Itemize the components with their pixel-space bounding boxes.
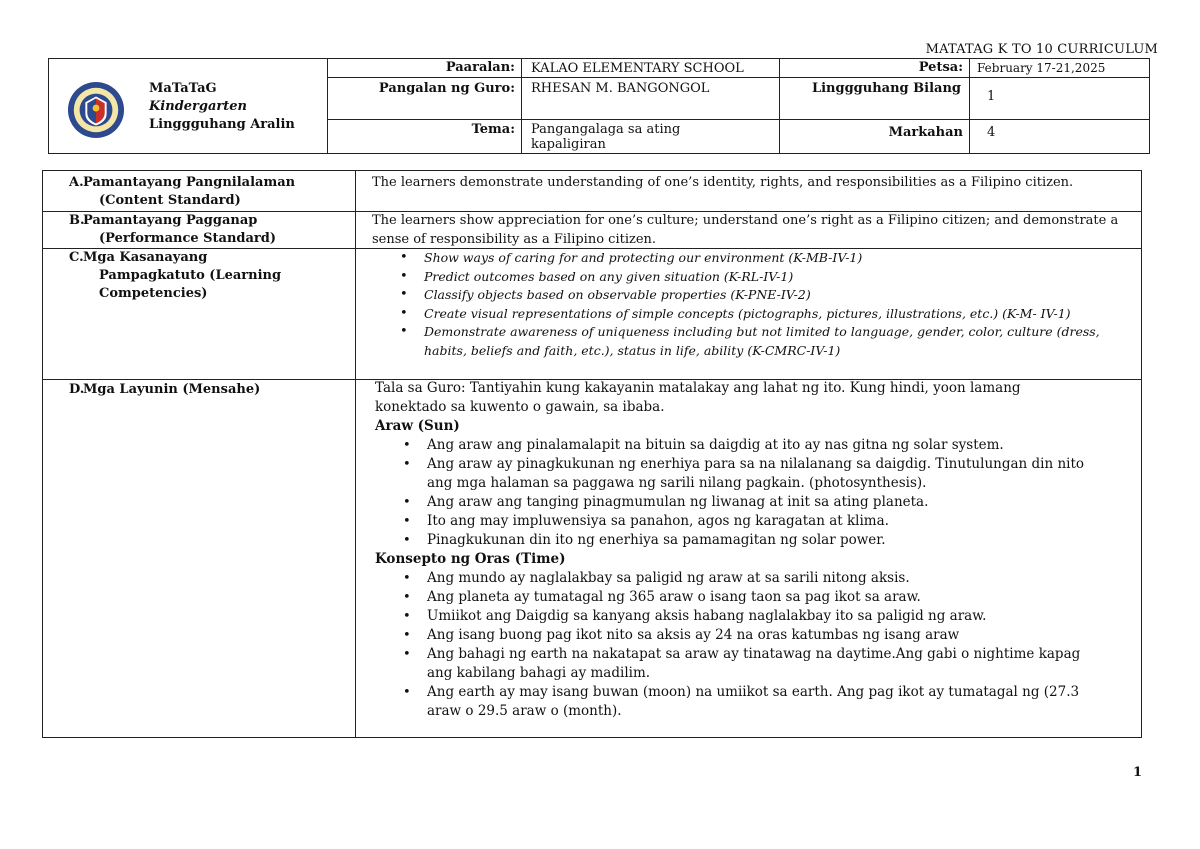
- paaralan-value: KALAO ELEMENTARY SCHOOL: [531, 61, 744, 76]
- guro-value: RHESAN M. BANGONGOL: [531, 81, 710, 96]
- sun-list: [375, 436, 1095, 550]
- bilang-label: Linggguhang Bilang: [811, 81, 961, 96]
- list-item: • Umiikot ang Daigdig sa kanyang aksis habang naglalakbay ito sa paligid ng araw.: [375, 607, 1095, 626]
- guro-label: Pangalan ng Guro:: [378, 81, 515, 96]
- row-a-title: Pamantayang Pangnilalaman: [83, 175, 296, 190]
- row-a-letter: A.: [69, 175, 84, 190]
- list-item: • Ang planeta ay tumatagal ng 365 araw o isang taon sa pag ikot sa araw.: [375, 588, 1095, 607]
- time-list: [375, 569, 1095, 721]
- row-d-content: [375, 379, 1095, 721]
- list-item: • Predict outcomes based on any given situation (K-RL-IV-1): [372, 268, 1132, 287]
- list-item: • Classify objects based on observable properties (K-PNE-IV-2): [372, 286, 1132, 305]
- row-d-title: Mga Layunin (Mensahe): [83, 382, 261, 397]
- list-item: • Ito ang may impluwensiya sa panahon, agos ng karagatan at klima.: [375, 512, 1095, 531]
- tema-value: Pangangalaga sa ating kapaligiran: [531, 122, 681, 152]
- list-item: • Ang araw ay pinagkukunan ng enerhiya para sa na nilalanang sa daigdig. Tinutulungan din nito ang mga halaman sa paggawa ng sarili nilang pagkain. (photosynthesis).: [375, 455, 1095, 493]
- list-item: • Ang mundo ay naglalakbay sa paligid ng araw at sa sarili nitong aksis.: [375, 569, 1095, 588]
- petsa-value: February 17-21,2025: [977, 61, 1106, 75]
- row-b-title: Pamantayang Pagganap: [83, 213, 258, 228]
- list-item: • Pinagkukunan din ito ng enerhiya sa pamamagitan ng solar power.: [375, 531, 1095, 550]
- row-b-content: The learners show appreciation for one’s culture; understand one’s right as a Filipino citizen; and demonstrate a sense of responsibility as a Filipino citizen.: [372, 213, 1119, 247]
- list-item: • Ang bahagi ng earth na nakatapat sa araw ay tinatawag na daytime.Ang gabi o nightime kapag ang kabilang bahagi ay madilim.: [375, 645, 1095, 683]
- petsa-label: Petsa:: [918, 60, 963, 75]
- row-b-label: [69, 212, 277, 248]
- list-item: • Ang isang buong pag ikot nito sa aksis ay 24 na oras katumbas ng isang araw: [375, 626, 1095, 645]
- row-d-label: [69, 381, 261, 399]
- competencies-list: [372, 249, 1132, 360]
- teacher-note: Tala sa Guro: Tantiyahin kung kakayanin matalakay ang lahat ng ito. Kung hindi, yoon lamang konektado sa kuwento o gawain, sa ibaba.: [375, 380, 1021, 415]
- row-c-content: [372, 249, 1132, 360]
- row-c-letter: C.: [69, 250, 84, 265]
- list-item: • Ang earth ay may isang buwan (moon) na umiikot sa earth. Ang pag ikot ay tumatagal ng (27.3 araw o 29.5 araw o (month).: [375, 683, 1095, 721]
- list-item: • Create visual representations of simple concepts (pictographs, pictures, illustrations, etc.) (K-M- IV-1): [372, 305, 1132, 324]
- row-c-subtitle: Pampagkatuto (Learning: [99, 268, 282, 283]
- deped-seal-icon: [67, 81, 125, 139]
- list-item: • Demonstrate awareness of uniqueness including but not limited to language, gender, color, culture (dress, habits, beliefs and faith, etc.), status in life, ability (K-CMRC-IV-1): [372, 323, 1132, 360]
- time-heading: Konsepto ng Oras (Time): [375, 551, 566, 567]
- brand-subtitle: Kindergarten: [149, 99, 247, 114]
- list-item: • Ang araw ang tanging pinagmumulan ng liwanag at init sa ating planeta.: [375, 493, 1095, 512]
- markahan-label: Markahan: [888, 125, 963, 140]
- row-b-subtitle: (Performance Standard): [99, 231, 277, 246]
- curriculum-label: MATATAG K TO 10 CURRICULUM: [925, 42, 1158, 57]
- row-c-label: [69, 249, 282, 303]
- brand-block: [149, 80, 295, 134]
- row-b-letter: B.: [69, 213, 85, 228]
- lesson-table: [42, 170, 1142, 738]
- row-a-content: The learners demonstrate understanding of one’s identity, rights, and responsibilities as a Filipino citizen.: [372, 175, 1074, 190]
- bilang-value: 1: [987, 89, 996, 104]
- brand-caption: Linggguhang Aralin: [149, 117, 295, 132]
- row-c-subtitle-2: Competencies): [99, 286, 208, 301]
- row-a-subtitle: (Content Standard): [99, 193, 241, 208]
- paaralan-label: Paaralan:: [445, 60, 515, 75]
- list-item: • Show ways of caring for and protecting our environment (K-MB-IV-1): [372, 249, 1132, 268]
- header-table: [48, 58, 1150, 154]
- logo-cell: [49, 59, 328, 153]
- row-a-label: [69, 174, 296, 210]
- list-item: • Ang araw ang pinalamalapit na bituin sa daigdig at ito ay nas gitna ng solar system.: [375, 436, 1095, 455]
- tema-label: Tema:: [471, 122, 515, 137]
- row-c-title: Mga Kasanayang: [83, 250, 208, 265]
- brand-title: MaTaTaG: [149, 81, 217, 96]
- page-number: 1: [1132, 765, 1142, 780]
- row-d-letter: D.: [69, 382, 85, 397]
- markahan-value: 4: [987, 125, 996, 140]
- sun-heading: Araw (Sun): [375, 418, 460, 434]
